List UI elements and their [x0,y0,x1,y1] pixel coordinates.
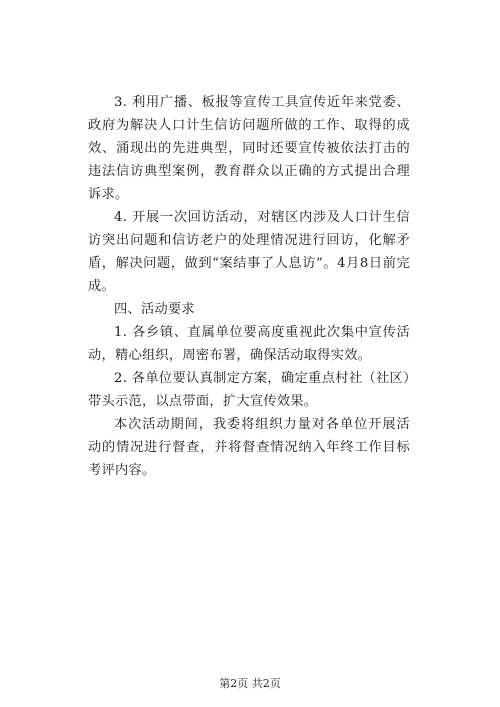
paragraph-requirement-1: 1. 各乡镇、直属单位要高度重视此次集中宣传活动，精心组织，周密布署，确保活动取得实效。 [88,325,410,363]
page-number-footer: 第2页 共2页 [219,677,281,690]
paragraph-closing: 本次活动期间，我委将组织力量对各单位开展活动的情况进行督查，并将督查情况纳入年终工作目标考评内容。 [88,417,410,478]
paragraph-item-4-return-visit: 4. 开展一次回访活动，对辖区内涉及人口计生信访突出问题和信访老户的处理情况进行回访，化解矛盾，解决问题，做到“案结事了人息访”。4月8日前完成。 [88,210,410,294]
paragraph-requirement-2: 2. 各单位要认真制定方案，确定重点村社（社区）带头示范，以点带面，扩大宣传效果。 [88,371,410,409]
section-heading-requirements: 四、活动要求 [114,302,195,317]
paragraph-item-3-publicity: 3. 利用广播、板报等宣传工具宣传近年来党委、政府为解决人口计生信访问题所做的工作、取得的成效、涌现出的先进典型，同时还要宣传被依法打击的违法信访典型案例，教育群众以正确的方式提出合理诉求。 [88,95,410,202]
document-body [88,91,410,482]
